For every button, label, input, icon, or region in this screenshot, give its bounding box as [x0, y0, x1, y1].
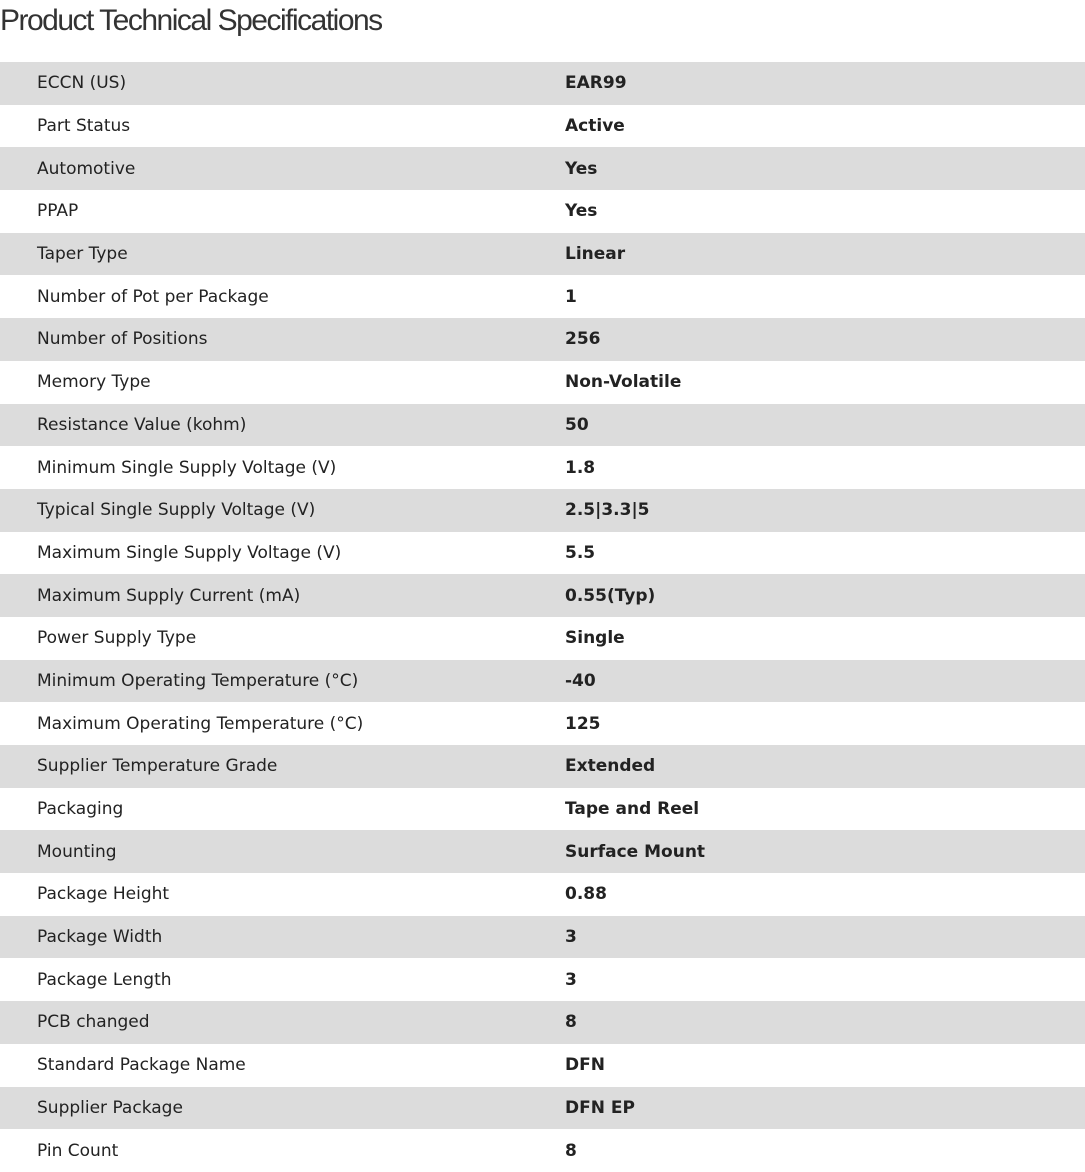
spec-value: -40: [565, 670, 596, 691]
spec-name: ECCN (US): [37, 73, 127, 94]
spec-row: [0, 617, 1085, 660]
spec-row: [0, 361, 1085, 404]
spec-name: Taper Type: [37, 244, 128, 265]
spec-name: Supplier Temperature Grade: [37, 756, 278, 777]
spec-name: Number of Pot per Package: [37, 286, 269, 307]
page-title: Product Technical Specifications: [0, 4, 382, 37]
spec-value: 8: [565, 1140, 577, 1161]
spec-table: [0, 62, 1085, 1172]
spec-name: Mounting: [37, 841, 117, 862]
spec-row: [0, 788, 1085, 831]
spec-value: 256: [565, 329, 601, 350]
spec-name: Memory Type: [37, 372, 151, 393]
spec-name: Number of Positions: [37, 329, 208, 350]
spec-row: [0, 1044, 1085, 1087]
spec-row: [0, 916, 1085, 959]
spec-value: Extended: [565, 756, 656, 777]
spec-name: Packaging: [37, 799, 124, 820]
spec-value: EAR99: [565, 73, 627, 94]
spec-name: Automotive: [37, 158, 136, 179]
spec-row: [0, 275, 1085, 318]
spec-name: Power Supply Type: [37, 628, 197, 649]
spec-value: 50: [565, 414, 589, 435]
spec-value: Surface Mount: [565, 841, 706, 862]
spec-row: [0, 830, 1085, 873]
spec-value: DFN EP: [565, 1097, 635, 1118]
spec-row: [0, 702, 1085, 745]
spec-name: Maximum Supply Current (mA): [37, 585, 301, 606]
spec-row: [0, 446, 1085, 489]
spec-row: [0, 1129, 1085, 1172]
spec-value: 0.55(Typ): [565, 585, 656, 606]
spec-row: [0, 62, 1085, 105]
spec-row: [0, 574, 1085, 617]
spec-value: Active: [565, 116, 625, 137]
spec-row: [0, 404, 1085, 447]
spec-name: Typical Single Supply Voltage (V): [37, 500, 316, 521]
spec-name: Package Length: [37, 969, 172, 990]
spec-value: 125: [565, 713, 601, 734]
spec-value: 5.5: [565, 542, 596, 563]
spec-name: Pin Count: [37, 1140, 119, 1161]
spec-name: PPAP: [37, 201, 79, 222]
spec-value: 0.88: [565, 884, 607, 905]
spec-row: [0, 489, 1085, 532]
spec-row: [0, 958, 1085, 1001]
spec-name: Resistance Value (kohm): [37, 414, 247, 435]
spec-value: Yes: [565, 158, 598, 179]
spec-row: [0, 105, 1085, 148]
spec-value: Non-Volatile: [565, 372, 682, 393]
spec-value: Single: [565, 628, 625, 649]
spec-value: Yes: [565, 201, 598, 222]
spec-value: 3: [565, 927, 577, 948]
spec-row: [0, 190, 1085, 233]
spec-name: Maximum Single Supply Voltage (V): [37, 542, 342, 563]
spec-name: Package Height: [37, 884, 170, 905]
spec-row: [0, 147, 1085, 190]
spec-name: Part Status: [37, 116, 131, 137]
spec-row: [0, 745, 1085, 788]
spec-row: [0, 233, 1085, 276]
spec-row: [0, 1001, 1085, 1044]
spec-row: [0, 660, 1085, 703]
spec-name: Standard Package Name: [37, 1055, 246, 1076]
spec-row: [0, 1087, 1085, 1130]
spec-name: Package Width: [37, 927, 163, 948]
spec-value: 3: [565, 969, 577, 990]
spec-value: 8: [565, 1012, 577, 1033]
spec-value: 1: [565, 286, 577, 307]
spec-name: Supplier Package: [37, 1097, 183, 1118]
spec-row: [0, 532, 1085, 575]
spec-row: [0, 318, 1085, 361]
spec-value: 1.8: [565, 457, 596, 478]
spec-value: Linear: [565, 244, 626, 265]
spec-value: 2.5|3.3|5: [565, 500, 650, 521]
spec-value: Tape and Reel: [565, 799, 700, 820]
spec-name: PCB changed: [37, 1012, 150, 1033]
spec-name: Maximum Operating Temperature (°C): [37, 713, 364, 734]
spec-value: DFN: [565, 1055, 605, 1076]
spec-name: Minimum Operating Temperature (°C): [37, 670, 359, 691]
spec-name: Minimum Single Supply Voltage (V): [37, 457, 337, 478]
spec-row: [0, 873, 1085, 916]
